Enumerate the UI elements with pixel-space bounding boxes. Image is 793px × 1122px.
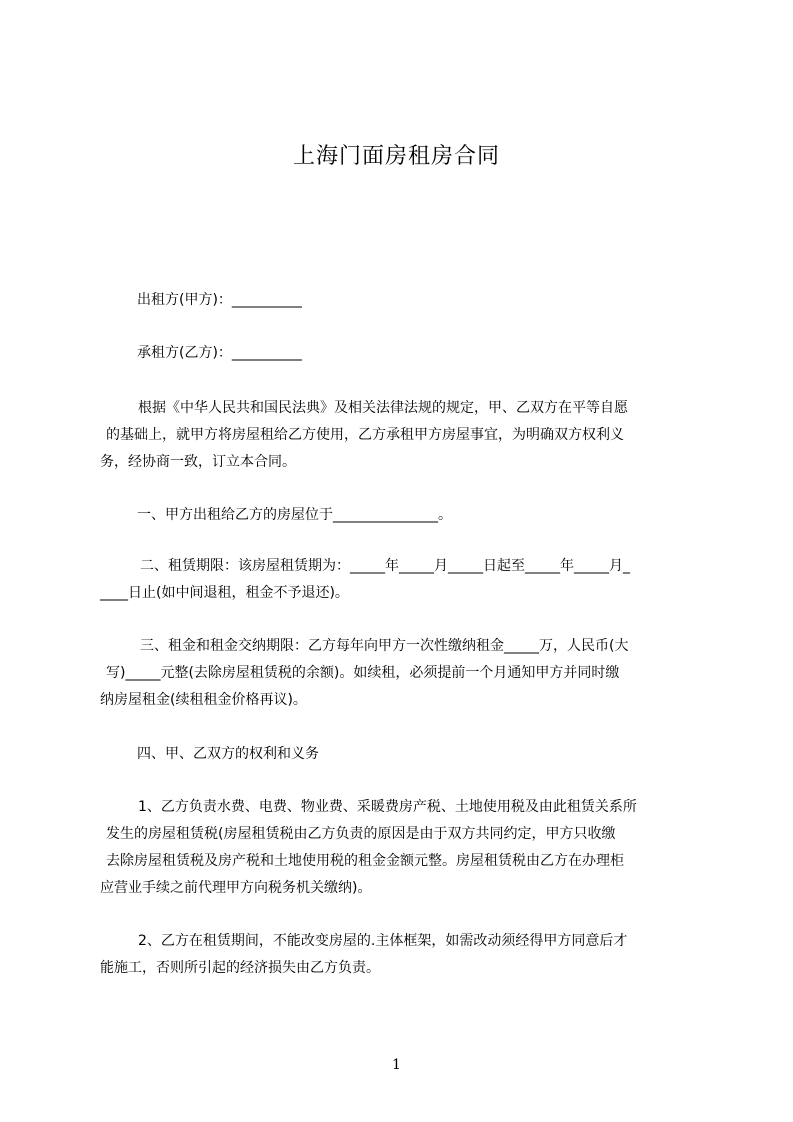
document-title: 上海门面房租房合同 — [292, 144, 500, 169]
clause-4-heading: 四、甲、乙双方的权利和义务 — [137, 746, 319, 762]
preamble-line: 务，经协商一致，订立本合同。 — [100, 454, 296, 470]
clause-3-line: 纳房屋租金(续租租金价格再议)。 — [100, 692, 307, 708]
preamble-paragraph — [100, 395, 700, 476]
clause-4-item-1-line: 应营业手续之前代理甲方向税务机关缴纳)。 — [100, 880, 372, 896]
clause-4-item-2-paragraph — [100, 928, 700, 982]
clause-4-item-2-line: 能施工，否则所引起的经济损失由乙方负责。 — [100, 960, 380, 976]
clause-2-line: ____日止(如中间退租，租金不予退还)。 — [100, 585, 349, 601]
clause-4-item-1-paragraph — [100, 794, 700, 902]
preamble-line: 的基础上，就甲方将房屋租给乙方使用，乙方承租甲方房屋事宜，为明确双方权利义 — [106, 427, 624, 443]
clause-3-line: 写)_____元整(去除房屋租赁税的余额)。如续租，必须提前一个月通知甲方并同时缴 — [106, 665, 620, 681]
clause-4-item-1-line: 1、乙方负责水费、电费、物业费、采暖费房产税、土地使用税及由此租赁关系所 — [138, 799, 637, 815]
clause-4-item-1-line: 去除房屋租赁税及房产税和土地使用税的租金金额元整。房屋租赁税由乙方在办理柜 — [106, 853, 624, 869]
party-a-line: 出租方(甲方)：__________ — [137, 292, 302, 308]
clause-2-paragraph — [100, 553, 700, 607]
preamble-line: 根据《中华人民共和国民法典》及相关法律法规的规定，甲、乙双方在平等自愿 — [138, 400, 628, 416]
clause-3-line: 三、租金和租金交纳期限：乙方每年向甲方一次性缴纳租金_____万，人民币(大 — [140, 638, 629, 654]
clause-3-paragraph — [100, 633, 700, 714]
clause-4-item-1-line: 发生的房屋租赁税(房屋租赁税由乙方负责的原因是由于双方共同约定，甲方只收缴 — [106, 826, 616, 842]
clause-1: 一、甲方出租给乙方的房屋位于_______________。 — [137, 507, 452, 523]
clause-4-item-2-line: 2、乙方在租赁期间，不能改变房屋的.主体框架，如需改动须经得甲方同意后才 — [138, 933, 628, 949]
clause-2-line: 二、租赁期限：该房屋租赁期为：_____年_____月_____日起至_____年_____月_ — [140, 558, 630, 574]
party-b-line: 承租方(乙方)：__________ — [137, 345, 302, 361]
page-number: 1 — [392, 1057, 401, 1073]
